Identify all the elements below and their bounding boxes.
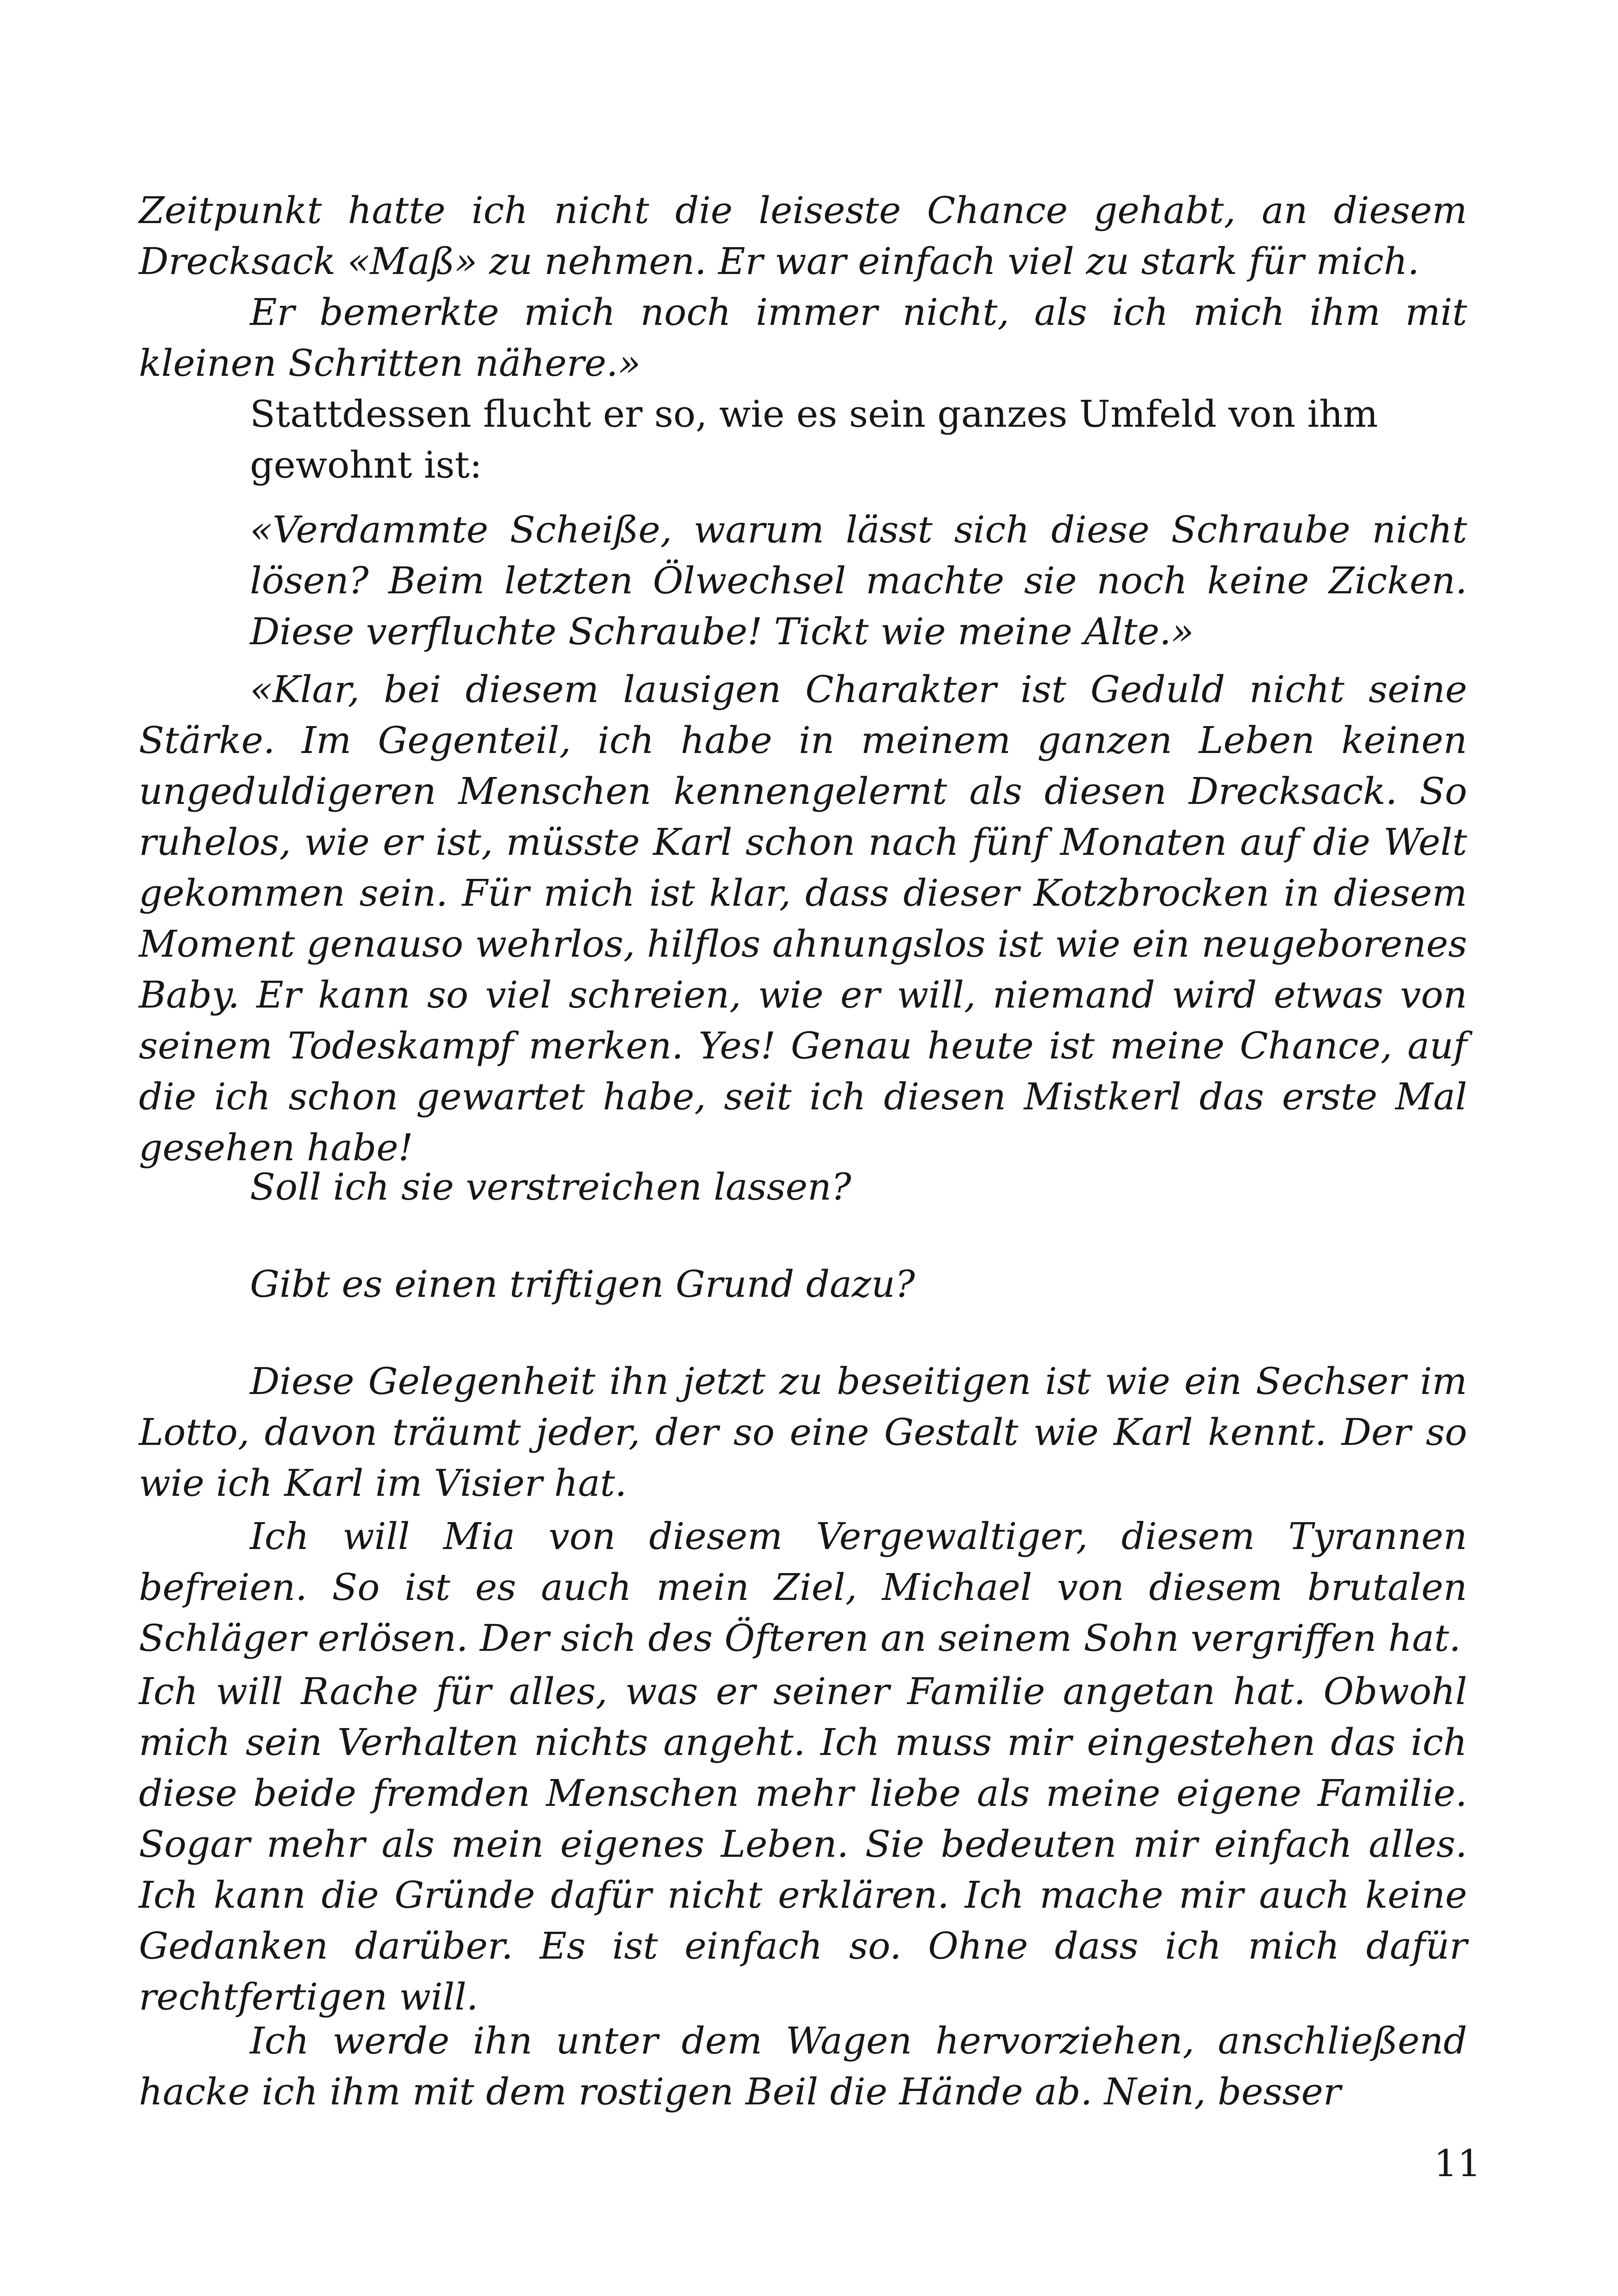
paragraph-question-1: Soll ich sie verstreichen lassen? bbox=[250, 1165, 852, 1208]
paragraph-impatience: «Klar, bei diesem lausigen Charakter ist Geduld nicht seine Stärke. Im Gegenteil, ich habe in meinem ganzen Leben keinen ungeduldigeren Menschen kennengelernt als diesen Drecksack. So ruhelos, wie er ist, müsste Karl schon nach fünf Monaten auf die Welt gekommen sein. Für mich ist klar, dass dieser Kotzbrocken in diesem Moment genauso wehrlos, hilflos ahnungslos ist wie ein neugeborenes Baby. Er kann so viel schreien, wie er will, niemand wird etwas von seinem Todeskampf merken. Yes! Genau heute ist meine Chance, auf die ich schon gewartet habe, seit ich diesen Mistkerl das erste Mal gesehen habe! bbox=[139, 668, 1467, 1169]
paragraph-opportunity: Diese Gelegenheit ihn jetzt zu beseitigen ist wie ein Sechser im Lotto, davon träumt jeder, der so eine Gestalt wie Karl kennt. Der so wie ich Karl im Visier hat. bbox=[139, 1360, 1467, 1505]
paragraph-curse-intro: Stattdessen flucht er so, wie es sein ganzes Umfeld von ihm gewohnt ist: bbox=[250, 392, 1378, 486]
page-number: 11 bbox=[1434, 2142, 1481, 2185]
paragraph-liberation: Ich will Mia von diesem Vergewaltiger, diesem Tyrannen befreien. So ist es auch mein Ziel, Michael von diesem brutalen Schläger erlösen. Der sich des Öfteren an seinem Sohn vergriffen hat. bbox=[139, 1515, 1467, 1660]
paragraph-approach: Er bemerkte mich noch immer nicht, als ich mich ihm mit kleinen Schritten nähere.» bbox=[139, 291, 1467, 385]
paragraph-revenge: Ich will Rache für alles, was er seiner Familie angetan hat. Obwohl mich sein Verhalten nichts angeht. Ich muss mir eingestehen das ich diese beide fremden Menschen mehr liebe als meine eigene Familie. Sogar mehr als mein eigenes Leben. Sie bedeuten mir einfach alles. Ich kann die Gründe dafür nicht erklären. Ich mache mir auch keine Gedanken darüber. Es ist einfach so. Ohne dass ich mich dafür rechtfertigen will. bbox=[139, 1670, 1467, 2018]
paragraph-plan: Ich werde ihn unter dem Wagen hervorziehen, anschließend hacke ich ihm mit dem rostigen Beil die Hände ab. Nein, besser bbox=[139, 2019, 1467, 2113]
paragraph-karl-quote: «Verdammte Scheiße, warum lässt sich diese Schraube nicht lösen? Beim letzten Ölwechsel machte sie noch keine Zicken. Diese verfluchte Schraube! Tickt wie meine Alte.» bbox=[250, 508, 1467, 653]
paragraph-question-2: Gibt es einen triftigen Grund dazu? bbox=[250, 1263, 915, 1306]
paragraph-continuation: Zeitpunkt hatte ich nicht die leiseste Chance gehabt, an diesem Drecksack «Maß» zu nehmen. Er war einfach viel zu stark für mich. bbox=[139, 189, 1467, 283]
